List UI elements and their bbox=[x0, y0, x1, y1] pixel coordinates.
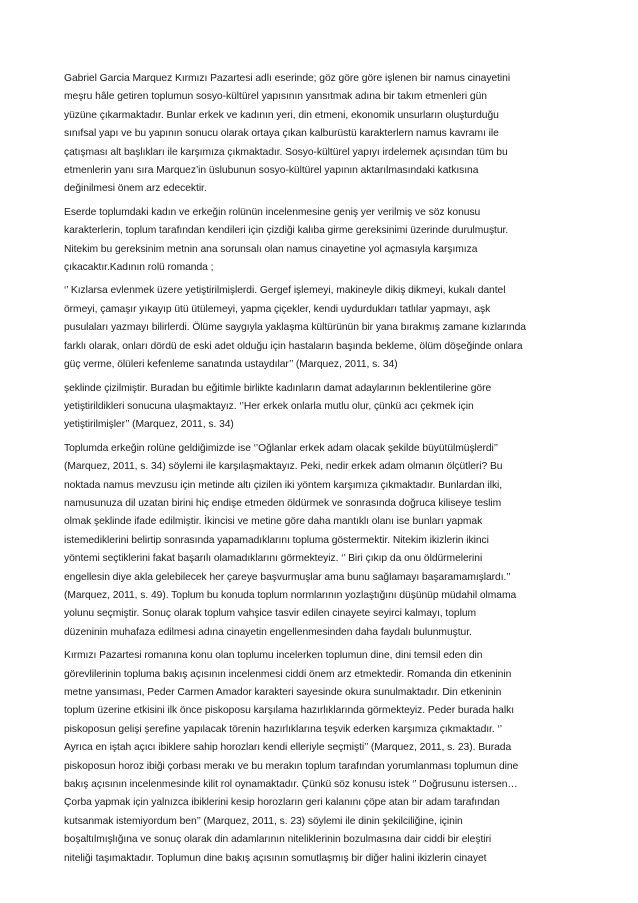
paragraph-quote-girls bbox=[64, 282, 572, 374]
text-line: görevlilerinin topluma bakış açısının incelenmesi ciddi önem arz etmektedir. Romanda din etkeninin bbox=[64, 668, 512, 680]
text-line: bakış açısının incelenmesinde kilit rol oynamaktadır. Çünkü söz konusu istek ‘’ Doğrusunu istersen… bbox=[64, 779, 518, 791]
text-line: Çorba yapmak için yalnızca ibiklerini kesip horozların geri kalanını çöpe atan bir adam tarafından bbox=[64, 797, 500, 809]
text-line: namusunuza dil uzatan birini hiç endişe etmeden öldürmek ve sonrasında doğruca kiliseye teslim bbox=[64, 497, 502, 509]
text-line: engellesin diye akla gelebilecek her çareye başvurmuşlar ama bunu sağlamayı başaramamışlardı.’’ bbox=[64, 571, 511, 583]
text-line: olmak şeklinde ifade edilmiştir. İkincisi ve metine göre daha mantıklı olanı ise bunları yapmak bbox=[64, 516, 483, 528]
text-line: güç verme, ölüleri kefenleme sanatında ustaydılar’’ (Marquez, 2011, s. 34) bbox=[64, 359, 398, 371]
paragraph-women-role bbox=[64, 204, 572, 278]
text-line: karakterlerin, toplum tarafından kendileri için çizdiği kalıba girme gereksinimi üzerinde durulmuştur. bbox=[64, 225, 509, 237]
text-line: şeklinde çizilmiştir. Buradan bu eğitimle birlikte kadınların damat adaylarının beklentilerine göre bbox=[64, 382, 492, 394]
text-line: farklı olarak, onları dördü de eski adet olduğu için hastaların başında bekleme, ölüm döşeğinde onlara bbox=[64, 340, 523, 352]
text-line: istemediklerini belirtip sonrasında yapamadıklarını topluma göstermektir. Nitekim ikizlerin ikinci bbox=[64, 534, 489, 546]
text-line: Kırmızı Pazartesi romanına konu olan toplumu incelerken toplumun dine, dini temsil eden din bbox=[64, 650, 483, 662]
text-line: Toplumda erkeğin rolüne geldiğimizde ise ‘’Oğlanlar erkek adam olacak şekilde büyütülmüşlerdi’’ bbox=[64, 442, 499, 454]
text-line: (Marquez, 2011, s. 34) söylemi ile karşılaşmaktayız. Peki, nedir erkek adam olmanın ölçütleri? Bu bbox=[64, 461, 503, 473]
text-line: meşru hâle getiren toplumun sosyo-kültürel yapısının yansıtmak adına bir takım etmenleri gün bbox=[64, 91, 487, 103]
paragraph-conclusion-women bbox=[64, 380, 572, 435]
text-line: pusulaları yazmayı bilirlerdi. Ölüme saygıyla yaklaşma kültürünün bir yana bırakmış zamane kızlarında bbox=[64, 322, 526, 334]
text-line: düzeninin muhafaza edilmesi adına cinayetin engellenmesinden daha faydalı bulunmuştur. bbox=[64, 626, 472, 638]
text-line: çatışması alt başlıkları ile karşımıza çıkmaktadır. Sosyo-kültürel yapıyı irdelemek açısından tüm bu bbox=[64, 146, 508, 158]
text-line: yetiştirilmişler’’ (Marquez, 2011, s. 34) bbox=[64, 419, 234, 431]
text-line: (Marquez, 2011, s. 49). Toplum bu konuda toplum normlarının yozlaştığını düşünüp müdahil olmama bbox=[64, 589, 517, 601]
text-line: kutsanmak istemiyordum ben’’ (Marquez, 2011, s. 23) söylemi ile dinin şekilciliğine, içinin bbox=[64, 815, 463, 827]
text-line: Ayrıca en iştah açıcı ibiklere sahip horozları kendi elleriyle seçmişti’’ (Marquez, 2011, s. 23). Burada bbox=[64, 742, 512, 754]
text-line: değinilmesi önem arz edecektir. bbox=[64, 183, 207, 195]
paragraph-religion bbox=[64, 647, 572, 868]
text-line: etmenlerin yanı sıra Marquez’in üslubunun sosyo-kültürel yapının aktarılmasındaki katkısına bbox=[64, 165, 479, 177]
text-line: metne yansıması, Peder Carmen Amador karakteri sayesinde okura sunulmaktadır. Din etkeninin bbox=[64, 687, 502, 698]
text-line: yolunu seçmiştir. Sonuç olarak toplum vahşice tasvir edilen cinayete seyirci kalmayı, toplum bbox=[64, 608, 477, 620]
text-line: piskoposun gelişi şerefine yapılacak törenin hazırlıklarına teşvik ederken karşımıza çıkmaktadır. ‘’ bbox=[64, 723, 502, 735]
text-line: yetiştirildikleri sonucuna ulaşmaktayız. ‘’Her erkek onlarla mutlu olur, çünkü acı çekmek için bbox=[64, 400, 474, 412]
paragraph-men-role bbox=[64, 440, 572, 642]
text-line: yüzüne çıkarmaktadır. Bunlar erkek ve kadının yeri, din etmeni, ekonomik unsurların oluşturduğu bbox=[64, 109, 499, 121]
text-line: boşaltılmışlığına ve sonuç olarak din adamlarının niteliklerinin bozulmasına dair ciddi bir eleştiri bbox=[64, 834, 492, 846]
text-line: ‘’ Kızlarsa evlenmek üzere yetiştirilmişlerdi. Gergef işlemeyi, makineyle dikiş dikmeyi, kukalı dantel bbox=[64, 285, 506, 297]
text-line: niteliği taşımaktadır. Toplumun dine bakış açısının somutlaşmış bir diğer halini ikizlerin cinayet bbox=[64, 852, 487, 864]
document-page bbox=[64, 70, 572, 873]
text-line: Nitekim bu gereksinim metnin ana sorunsalı olan namus cinayetine yol açmasıyla karşımıza bbox=[64, 243, 478, 255]
text-line: örmeyi, çamaşır yıkayıp ütü ütülemeyi, yapma çiçekler, kendi uydurdukları tatlılar yapmayı, aşk bbox=[64, 303, 491, 315]
text-line: Gabriel Garcia Marquez Kırmızı Pazartesi adlı eserinde; göz göre göre işlenen bir namus cinayetini bbox=[64, 73, 511, 84]
text-line: toplum üzerine etkisini ilk önce piskoposu karşılama hazırlıklarında görmekteyiz. Peder burada halkı bbox=[64, 705, 514, 717]
text-line: piskoposun horoz ibiği çorbası merakı ve bu merakın toplum tarafından yorumlanması toplumun dine bbox=[64, 760, 519, 772]
paragraph-intro bbox=[64, 70, 572, 199]
text-line: çıkacaktır.Kadının rolü romanda ; bbox=[64, 262, 214, 274]
text-line: noktada namus mevzusu için metinde altı çizilen iki yöntem karşımıza çıkmaktadır. Bunlardan ilki, bbox=[64, 479, 503, 491]
text-line: yöntemi seçtiklerini fakat başarılı olamadıklarını görmekteyiz. ‘’ Biri çıkıp da onu öldürmelerini bbox=[64, 553, 483, 565]
text-line: Eserde toplumdaki kadın ve erkeğin rolünün incelenmesine geniş yer verilmiş ve söz konusu bbox=[64, 206, 481, 218]
text-line: sınıfsal yapı ve bu yapının sonucu olarak ortaya çıkan kalburüstü karakterlern namus kavramı ile bbox=[64, 128, 499, 140]
